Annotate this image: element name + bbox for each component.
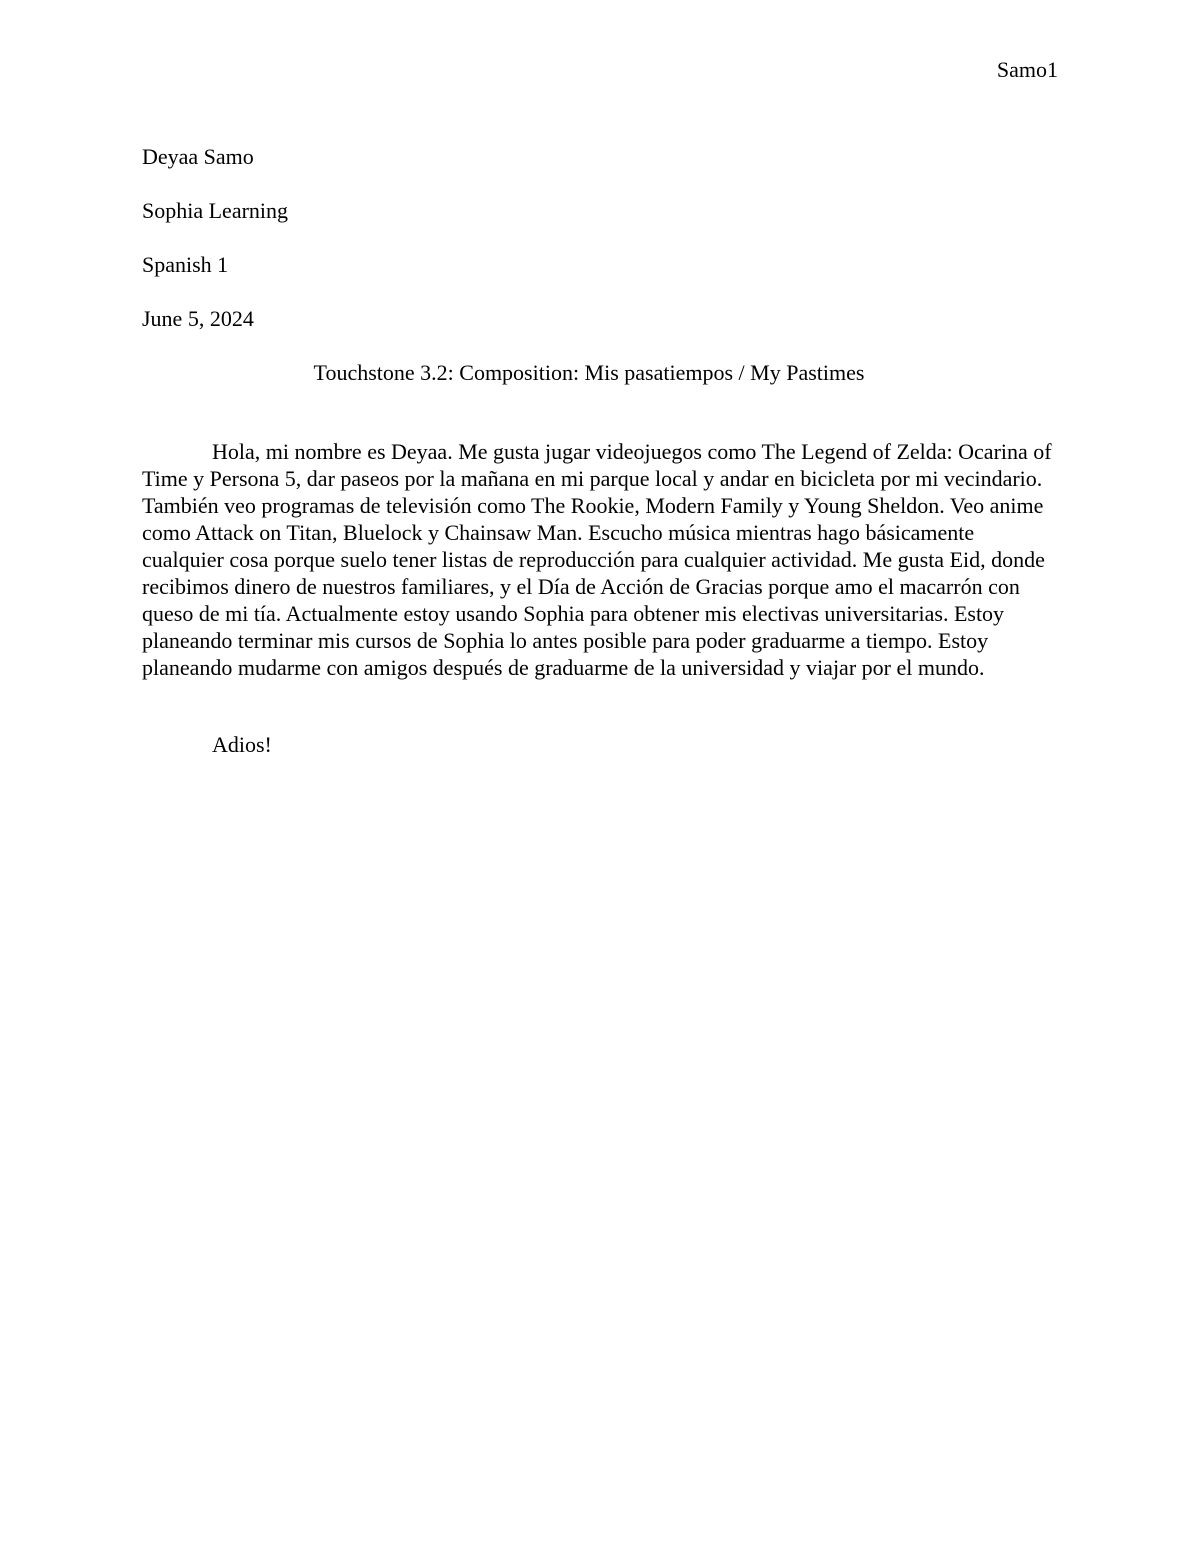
body-paragraph: Hola, mi nombre es Deyaa. Me gusta jugar videojuegos como The Legend of Zelda: Ocarina of Time y Persona 5, dar paseos por la mañana en mi parque local y andar en bicicleta por mi vecindario. También veo programas de televisión como The Rookie, Modern Family y Young Sheldon. Veo anime como Attack on Titan, Bluelock y Chainsaw Man. Escucho música mientras hago básicamente cualquier cosa porque suelo tener listas de reproducción para cualquier actividad. Me gusta Eid, donde recibimos dinero de nuestros familiares, y el Día de Acción de Gracias porque amo el macarrón con queso de mi tía. Actualmente estoy usando Sophia para obtener mis electivas universitarias. Estoy planeando terminar mis cursos de Sophia lo antes posible para poder graduarme a tiempo. Estoy planeando mudarme con amigos después de graduarme de la universidad y viajar por el mundo.	[142, 439, 1052, 680]
school-name: Sophia Learning	[142, 198, 289, 223]
document-title: Touchstone 3.2: Composition: Mis pasatiempos / My Pastimes	[313, 360, 865, 385]
document-date: June 5, 2024	[142, 306, 254, 331]
running-head: Samo1	[996, 57, 1058, 82]
course-name: Spanish 1	[142, 252, 229, 277]
author-name: Deyaa Samo	[142, 144, 254, 169]
closing-line: Adios!	[212, 732, 272, 757]
